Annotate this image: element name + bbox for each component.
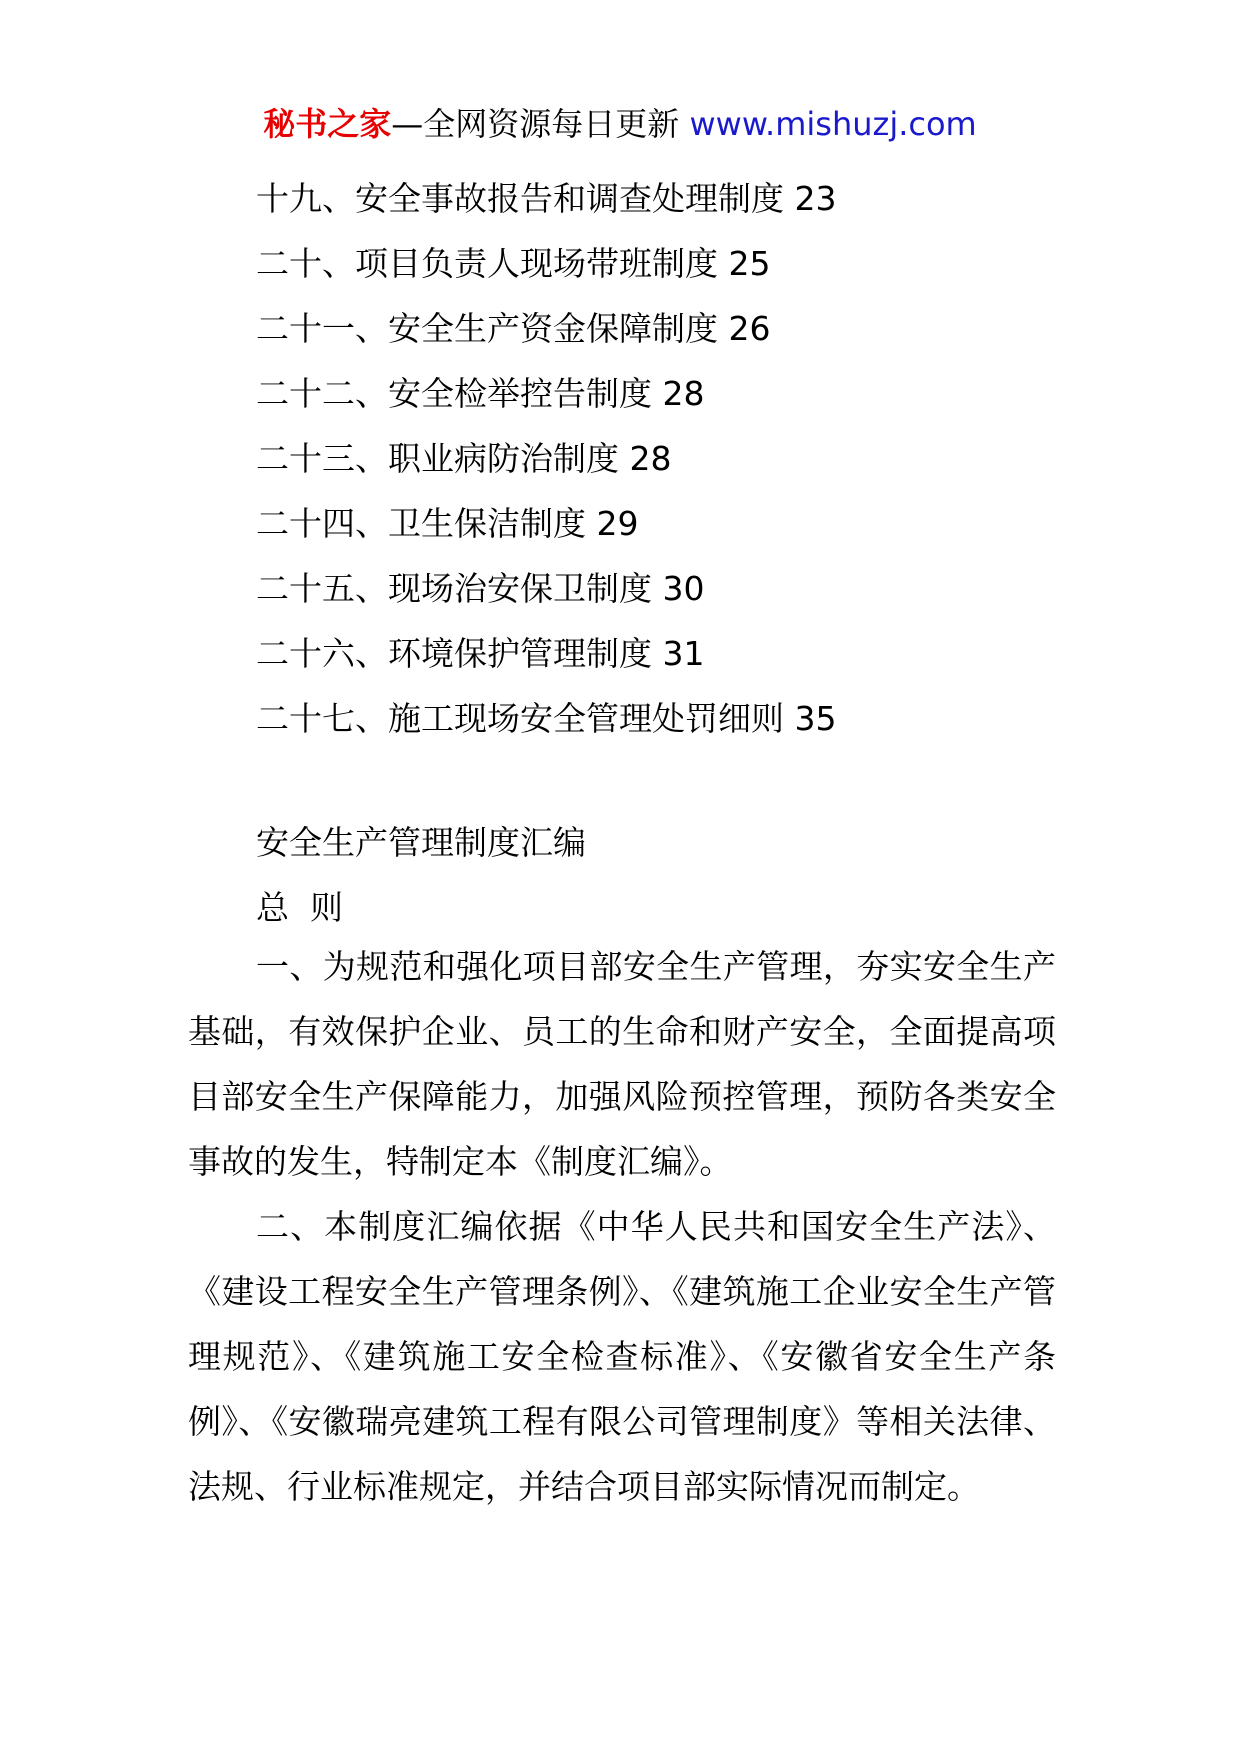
table-of-contents [256, 166, 836, 751]
toc-item: 二十二、安全检举控告制度 28 [256, 374, 705, 413]
section-heading: 总 则 [256, 888, 343, 927]
toc-item: 十九、安全事故报告和调查处理制度 23 [256, 179, 837, 218]
toc-item: 二十四、卫生保洁制度 29 [256, 504, 639, 543]
site-link[interactable]: www.mishuzj.com [689, 105, 977, 143]
toc-item: 二十三、职业病防治制度 28 [256, 439, 672, 478]
page-header [0, 100, 1240, 148]
header-tagline: —全网资源每日更新 [391, 105, 690, 143]
toc-item: 二十六、环境保护管理制度 31 [256, 634, 705, 673]
paragraph-basis: 二、本制度汇编依据《中华人民共和国安全生产法》、《建设工程安全生产管理条例》、《建筑施工企业安全生产管理规范》、《建筑施工安全检查标准》、《安徽省安全生产条例》、《安徽瑞亮建筑工程有限公司管理制度》等相关法律、法规、行业标准规定，并结合项目部实际情况而制定。 [188, 1207, 1056, 1506]
toc-item: 二十一、安全生产资金保障制度 26 [256, 309, 771, 348]
brand-name: 秘书之家 [263, 105, 392, 143]
paragraph-purpose: 一、为规范和强化项目部安全生产管理，夯实安全生产基础，有效保护企业、员工的生命和财产安全，全面提高项目部安全生产保障能力，加强风险预控管理，预防各类安全事故的发生，特制定本《制度汇编》。 [188, 947, 1056, 1181]
toc-item: 二十七、施工现场安全管理处罚细则 35 [256, 699, 837, 738]
toc-item: 二十五、现场治安保卫制度 30 [256, 569, 705, 608]
document-title: 安全生产管理制度汇编 [256, 823, 586, 862]
toc-item: 二十、项目负责人现场带班制度 25 [256, 244, 771, 283]
